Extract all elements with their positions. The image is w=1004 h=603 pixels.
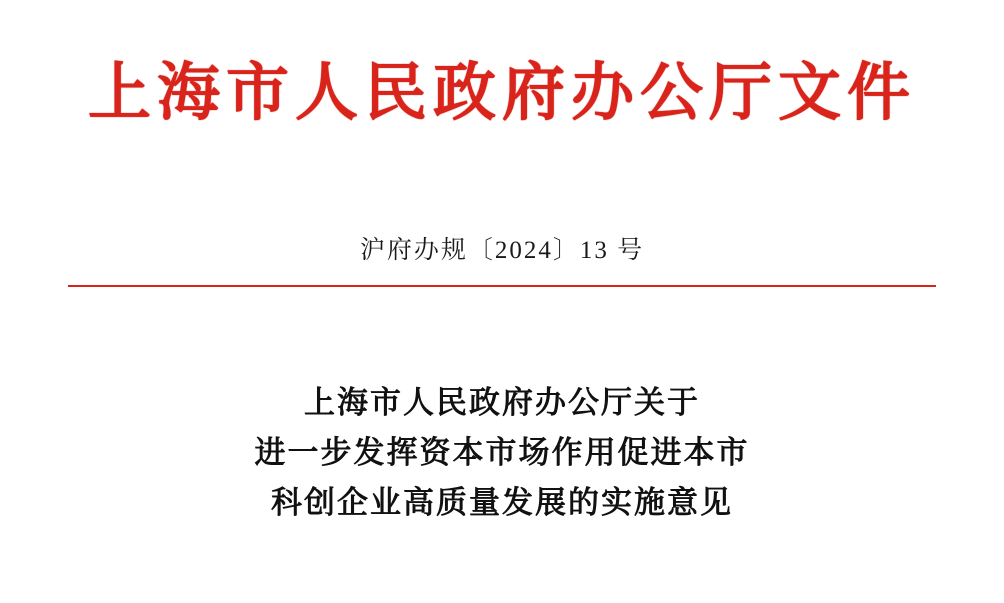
red-divider-rule: [68, 285, 936, 287]
document-number: 沪府办规〔2024〕13 号: [359, 237, 645, 264]
document-masthead: 上海市人民政府办公厅文件: [88, 58, 916, 128]
document-title-line-3: 科创企业高质量发展的实施意见: [271, 485, 733, 521]
document-title: [0, 378, 1004, 529]
document-title-line-1: 上海市人民政府办公厅关于: [304, 385, 700, 420]
document-title-line-2: 进一步发挥资本市场作用促进本市: [254, 435, 750, 471]
